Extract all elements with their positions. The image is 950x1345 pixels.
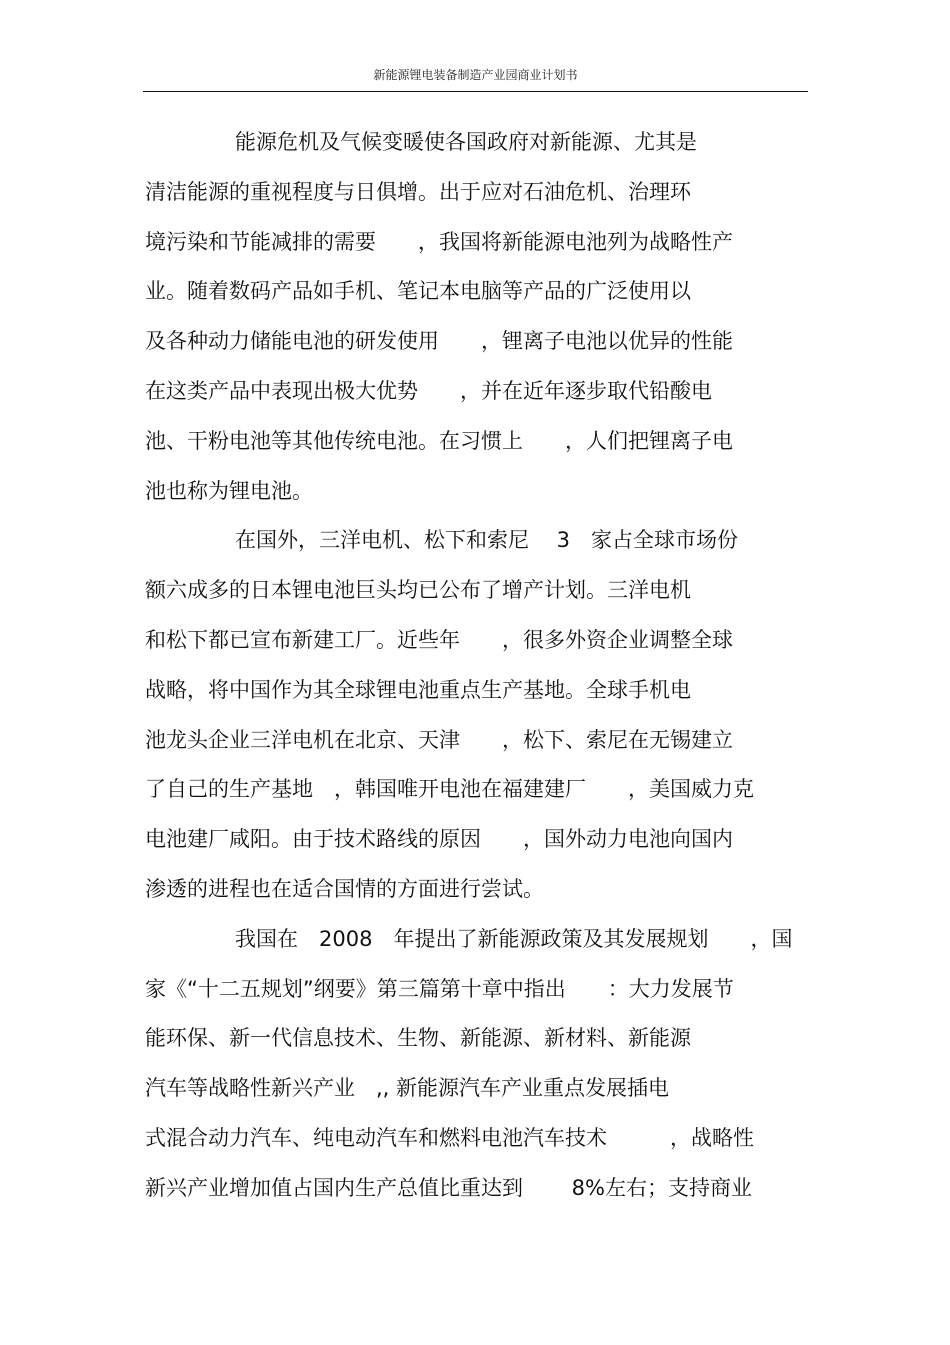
text-line: 境污染和节能减排的需要 ，我国将新能源电池列为战略性产: [145, 229, 733, 254]
paragraph-3: [145, 915, 815, 1214]
text-line: 在国外，三洋电机、松下和索尼 3 家占全球市场份: [235, 528, 739, 553]
text-line: 家《“十二五规划”纲要》第三篇第十章中指出 ：大力发展节: [145, 976, 734, 1001]
text-line: 额六成多的日本锂电池巨头均已公布了增产计划。三洋电机: [145, 578, 691, 603]
text-line: 能环保、新一代信息技术、生物、新能源、新材料、新能源: [145, 1026, 691, 1051]
running-header: 新能源锂电装备制造产业园商业计划书: [373, 68, 578, 82]
text-line: 和松下都已宣布新建工厂。近些年 ，很多外资企业调整全球: [145, 627, 733, 652]
text-line: 我国在 2008 年提出了新能源政策及其发展规划 ，国: [235, 926, 793, 951]
paragraph-2: [145, 516, 815, 914]
text-line: 业。随着数码产品如手机、笔记本电脑等产品的广泛使用以: [145, 279, 691, 304]
header-divider: [143, 91, 808, 92]
text-line: 及各种动力储能电池的研发使用 ，锂离子电池以优异的性能: [145, 329, 733, 354]
text-line: 渗透的进程也在适合国情的方面进行尝试。: [145, 876, 544, 901]
text-line: 能源危机及气候变暖使各国政府对新能源、尤其是: [235, 130, 697, 154]
text-line: 清洁能源的重视程度与日俱增。出于应对石油危机、治理环: [145, 179, 691, 204]
text-line: 了自己的生产基地 ，韩国唯开电池在福建建厂 ，美国威力克: [145, 777, 754, 802]
text-line: 式混合动力汽车、纯电动汽车和燃料电池汽车技术 ，战略性: [145, 1125, 754, 1150]
text-line: 池、干粉电池等其他传统电池。在习惯上 ，人们把锂离子电: [145, 428, 733, 453]
text-line: 池也称为锂电池。: [145, 478, 313, 503]
document-body: [145, 118, 815, 1214]
text-line: 汽车等战略性新兴产业 ,, 新能源汽车产业重点发展插电: [145, 1076, 670, 1101]
text-line: 新兴产业增加值占国内生产总值比重达到 8%左右；支持商业: [145, 1175, 752, 1200]
text-line: 战略，将中国作为其全球锂电池重点生产基地。全球手机电: [145, 677, 691, 702]
paragraph-1: [145, 118, 815, 516]
text-line: 电池建厂咸阳。由于技术路线的原因 ，国外动力电池向国内: [145, 827, 733, 852]
text-line: 在这类产品中表现出极大优势 ，并在近年逐步取代铅酸电: [145, 378, 712, 403]
text-line: 池龙头企业三洋电机在北京、天津 ，松下、索尼在无锡建立: [145, 727, 733, 752]
